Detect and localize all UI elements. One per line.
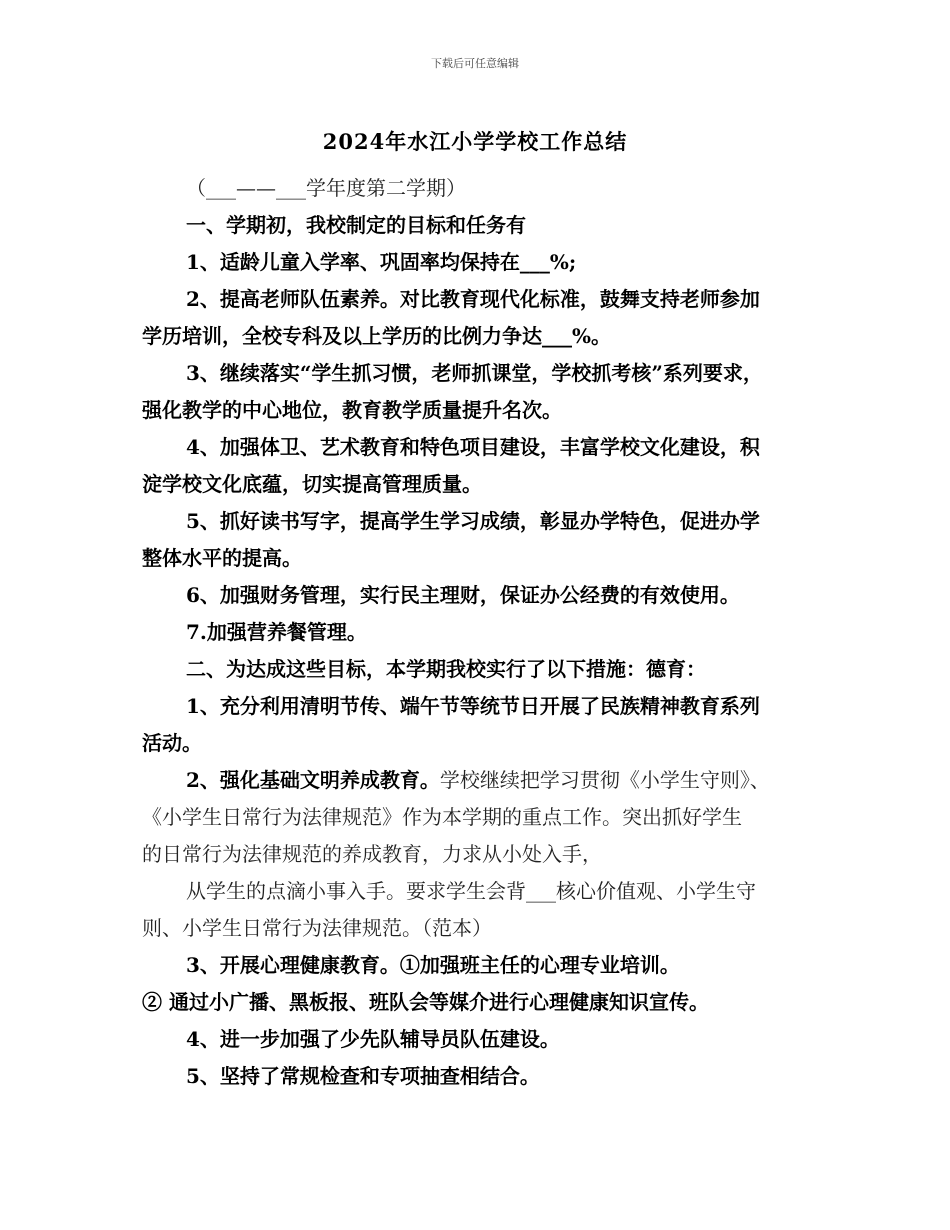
- goal-item-4: 4、加强体卫、艺术教育和特色项目建设，丰富学校文化建设，积: [186, 435, 760, 459]
- measure-item-2-text: 学校继续把学习贯彻《小学生守则》、: [439, 768, 770, 792]
- document-body: [142, 170, 818, 1095]
- goal-item-5: 5、抓好读书写字，提高学生学习成绩，彰显办学特色，促进办学: [186, 509, 760, 533]
- document-title: 2024年水江小学学校工作总结: [322, 129, 628, 154]
- measure-item-1: 1、充分利用清明节传、端午节等统节日开展了民族精神教育系列: [186, 694, 760, 718]
- measure-item-4: 4、进一步加强了少先队辅导员队伍建设。: [186, 1027, 560, 1051]
- measure-item-2-cont-1: 《小学生日常行为法律规范》作为本学期的重点工作。突出抓好学生: [142, 805, 742, 829]
- measure-item-3-sub-2: ② 通过小广播、黑板报、班队会等媒介进行心理健康知识宣传。: [142, 990, 709, 1014]
- goal-item-3-cont: 强化教学的中心地位，教育教学质量提升名次。: [142, 398, 562, 422]
- measure-item-1-cont: 活动。: [142, 731, 202, 755]
- measure-item-2-cont-2: 的日常行为法律规范的养成教育，力求从小处入手，: [142, 842, 602, 866]
- subtitle-semester: （___——___学年度第二学期）: [186, 176, 466, 200]
- goal-item-3: 3、继续落实“学生抓习惯，老师抓课堂，学校抓考核”系列要求，: [186, 361, 763, 385]
- measure-item-2-heading: 2、强化基础文明养成教育。: [186, 768, 440, 792]
- header-note: 下载后可任意编辑: [431, 57, 519, 70]
- measure-item-2-cont-3: 从学生的点滴小事入手。要求学生会背___核心价值观、小学生守: [186, 879, 756, 903]
- section-heading-measures: 二、为达成这些目标，本学期我校实行了以下措施：德育：: [186, 657, 706, 681]
- measure-item-5: 5、坚持了常规检查和专项抽查相结合。: [186, 1064, 540, 1088]
- goal-item-6: 6、加强财务管理，实行民主理财，保证办公经费的有效使用。: [186, 583, 740, 607]
- goal-item-2: 2、提高老师队伍素养。对比教育现代化标准，鼓舞支持老师参加: [186, 287, 760, 311]
- goal-item-5-cont: 整体水平的提高。: [142, 546, 302, 570]
- goal-item-7: 7.加强营养餐管理。: [186, 620, 367, 644]
- goal-item-1: 1、适龄儿童入学率、巩固率均保持在___%;: [186, 250, 577, 274]
- section-heading-goals: 一、学期初，我校制定的目标和任务有: [186, 213, 526, 237]
- goal-item-2-cont: 学历培训，全校专科及以上学历的比例力争达___%。: [142, 324, 612, 348]
- measure-item-2: [142, 762, 818, 799]
- measure-item-2-cont-4: 则、小学生日常行为法律规范。（范本）: [142, 916, 492, 940]
- goal-item-4-cont: 淀学校文化底蕴，切实提高管理质量。: [142, 472, 482, 496]
- measure-item-3: 3、开展心理健康教育。①加强班主任的心理专业培训。: [186, 953, 680, 977]
